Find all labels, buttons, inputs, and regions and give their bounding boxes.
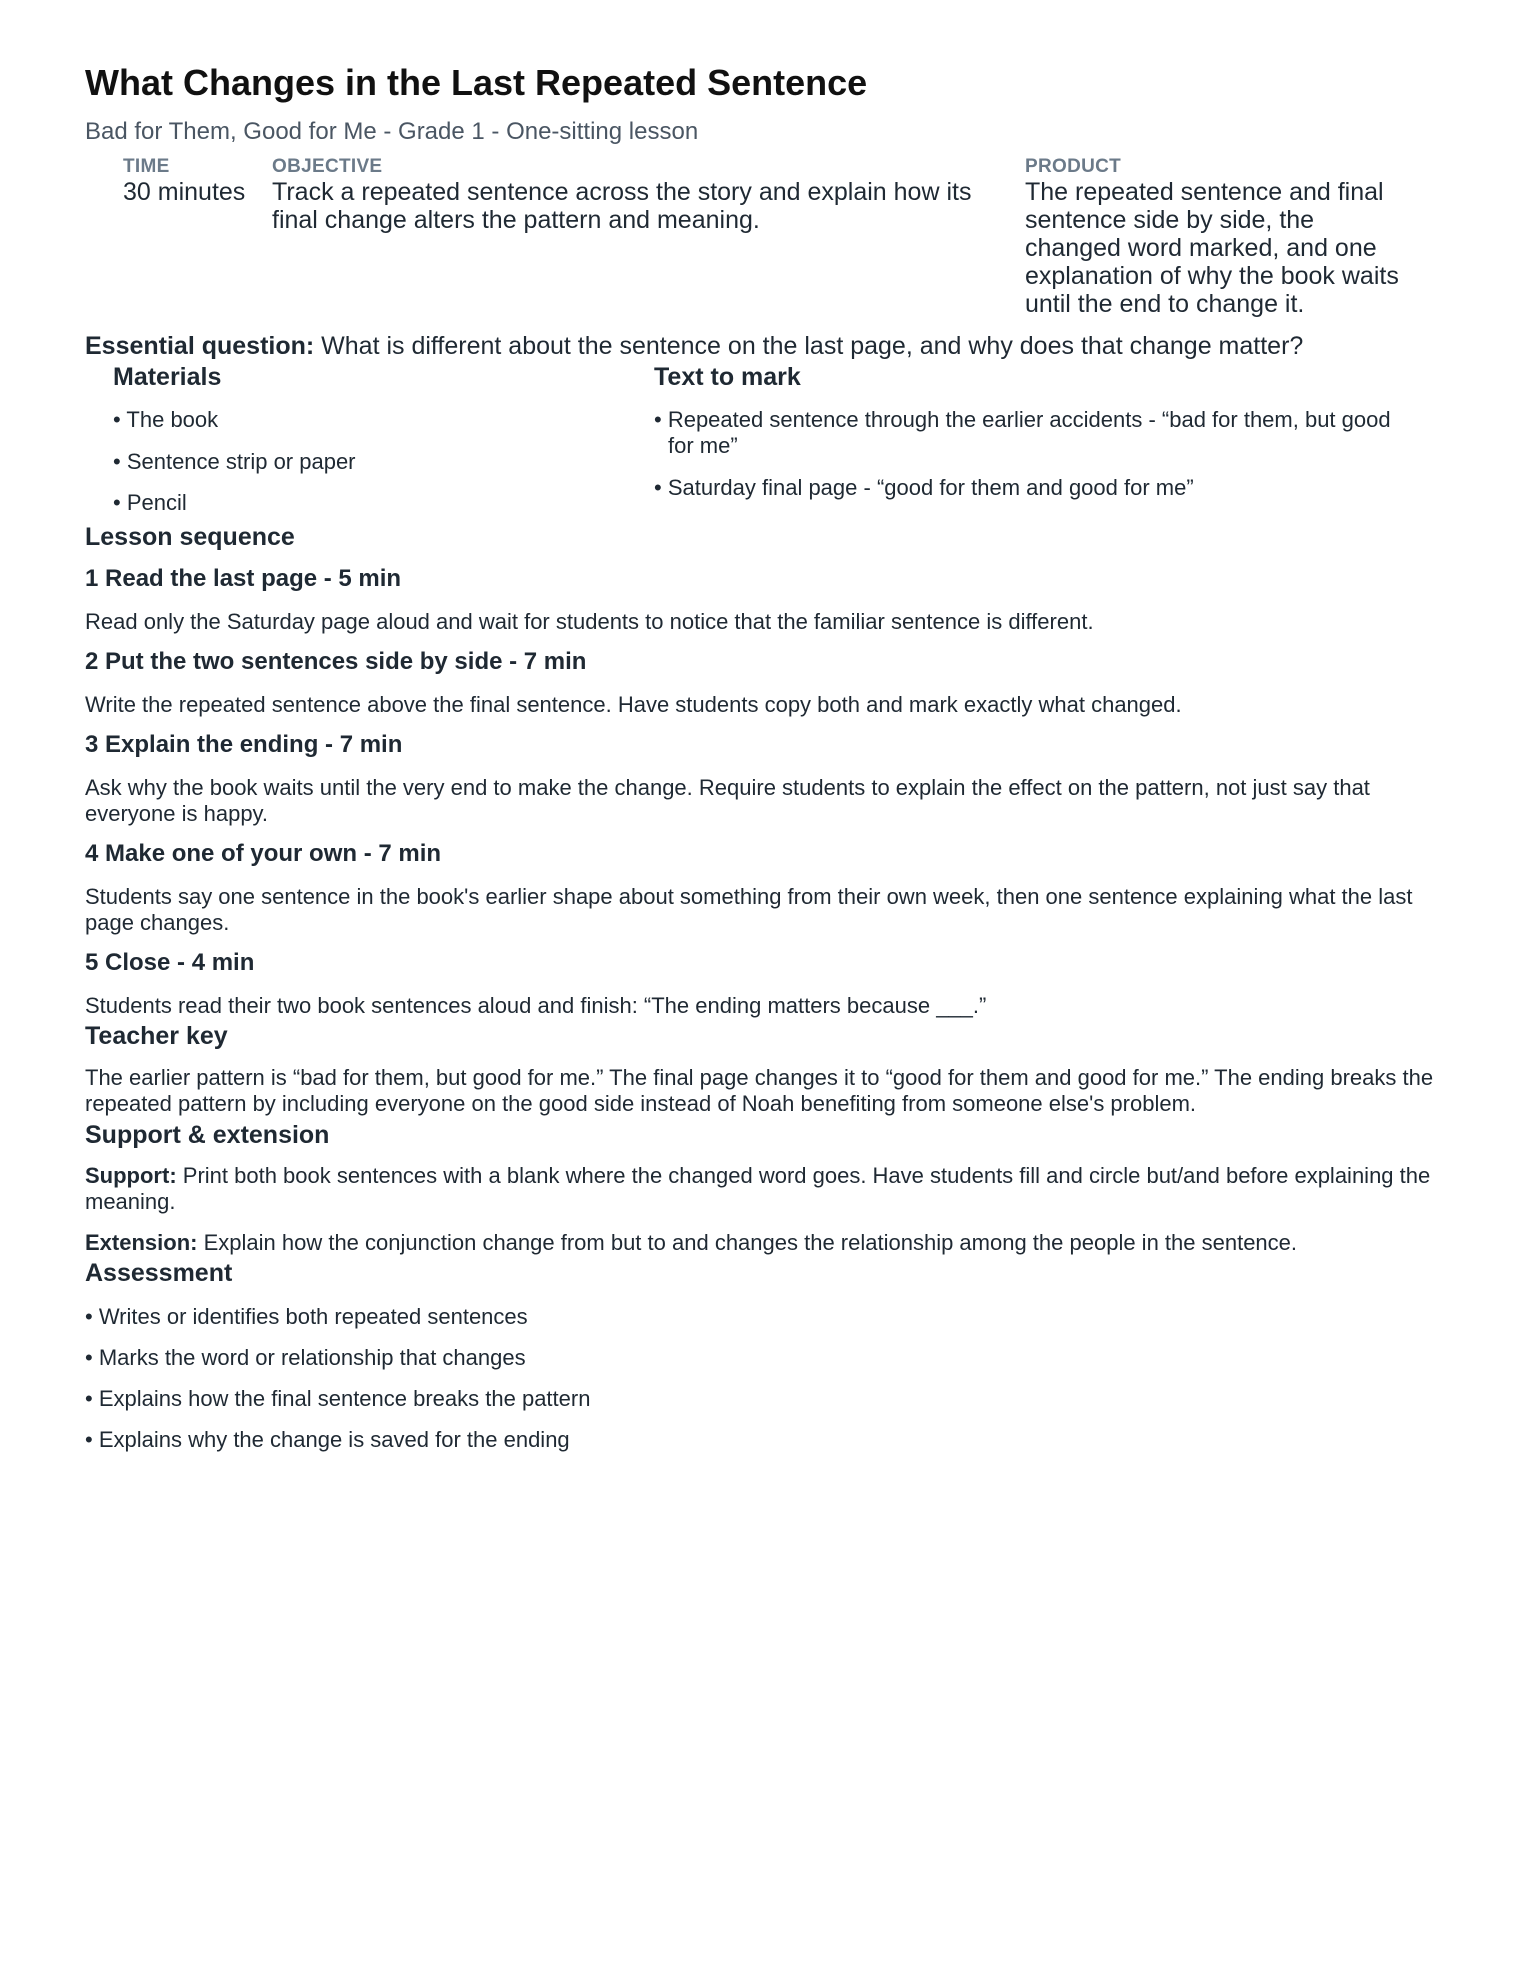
- assessment-item: • Explains how the final sentence breaks the pattern: [85, 1386, 591, 1411]
- text-to-mark-item: • Saturday final page - “good for them and good for me”: [654, 475, 1194, 500]
- step-title: 5 Close - 4 min: [85, 949, 255, 976]
- support-label: Support:: [85, 1163, 177, 1188]
- teacher-key-text: The earlier pattern is “bad for them, but good for me.” The final page changes it to “good for them and good for me.” The ending breaks the repeated pattern by including everyone on the good side instead of Noah benefiting from someone else's problem.: [85, 1065, 1434, 1116]
- product-label: PRODUCT: [1025, 156, 1122, 177]
- support-extension-heading: Support & extension: [85, 1121, 330, 1149]
- materials-item: • Pencil: [113, 490, 187, 515]
- teacher-key-heading: Teacher key: [85, 1022, 228, 1050]
- objective-label: OBJECTIVE: [272, 156, 383, 177]
- text-to-mark-item: • Repeated sentence through the earlier accidents - “bad for them, but good for me”: [654, 407, 1391, 458]
- objective-value: Track a repeated sentence across the story and explain how its final change alters the pattern and meaning.: [272, 178, 972, 234]
- assessment-heading: Assessment: [85, 1259, 233, 1287]
- page-subtitle: Bad for Them, Good for Me - Grade 1 - One-sitting lesson: [85, 118, 699, 145]
- step-text: Write the repeated sentence above the final sentence. Have students copy both and mark exactly what changed.: [85, 692, 1182, 717]
- step-title: 1 Read the last page - 5 min: [85, 565, 402, 592]
- extension-label: Extension:: [85, 1230, 198, 1255]
- step-text: Students read their two book sentences aloud and finish: “The ending matters because ___.”: [85, 993, 987, 1018]
- assessment-item: • Marks the word or relationship that changes: [85, 1345, 526, 1370]
- essential-question: [85, 332, 1303, 361]
- assessment-item: • Explains why the change is saved for the ending: [85, 1427, 570, 1452]
- materials-item: • The book: [113, 407, 219, 432]
- step-title: 4 Make one of your own - 7 min: [85, 840, 442, 867]
- essential-question-label: Essential question:: [85, 332, 315, 360]
- essential-question-text: What is different about the sentence on the last page, and why does that change matter?: [321, 332, 1304, 360]
- materials-heading: Materials: [113, 363, 222, 391]
- product-value: The repeated sentence and final sentence side by side, the changed word marked, and one explanation of why the book waits until the end to change it.: [1025, 178, 1399, 318]
- step-title: 2 Put the two sentences side by side - 7 min: [85, 648, 587, 675]
- step-title: 3 Explain the ending - 7 min: [85, 731, 403, 758]
- support-text: Print both book sentences with a blank where the changed word goes. Have students fill and circle but/and before explaining the meaning.: [85, 1163, 1431, 1214]
- step-text: Read only the Saturday page aloud and wait for students to notice that the familiar sentence is different.: [85, 609, 1094, 634]
- extension-text: Explain how the conjunction change from but to and changes the relationship among the people in the sentence.: [203, 1230, 1298, 1255]
- support-paragraph: [85, 1163, 1445, 1215]
- time-label: TIME: [123, 156, 170, 177]
- page-title: What Changes in the Last Repeated Sentence: [85, 62, 868, 103]
- assessment-item: • Writes or identifies both repeated sentences: [85, 1304, 528, 1329]
- lesson-sequence-heading: Lesson sequence: [85, 523, 295, 551]
- step-text: Ask why the book waits until the very end to make the change. Require students to explain the effect on the pattern, not just say that everyone is happy.: [85, 775, 1370, 826]
- time-value: 30 minutes: [123, 178, 246, 206]
- extension-paragraph: [85, 1230, 1445, 1256]
- materials-item: • Sentence strip or paper: [113, 449, 356, 474]
- text-to-mark-heading: Text to mark: [654, 363, 801, 391]
- step-text: Students say one sentence in the book's earlier shape about something from their own week, then one sentence explaining what the last page changes.: [85, 884, 1413, 935]
